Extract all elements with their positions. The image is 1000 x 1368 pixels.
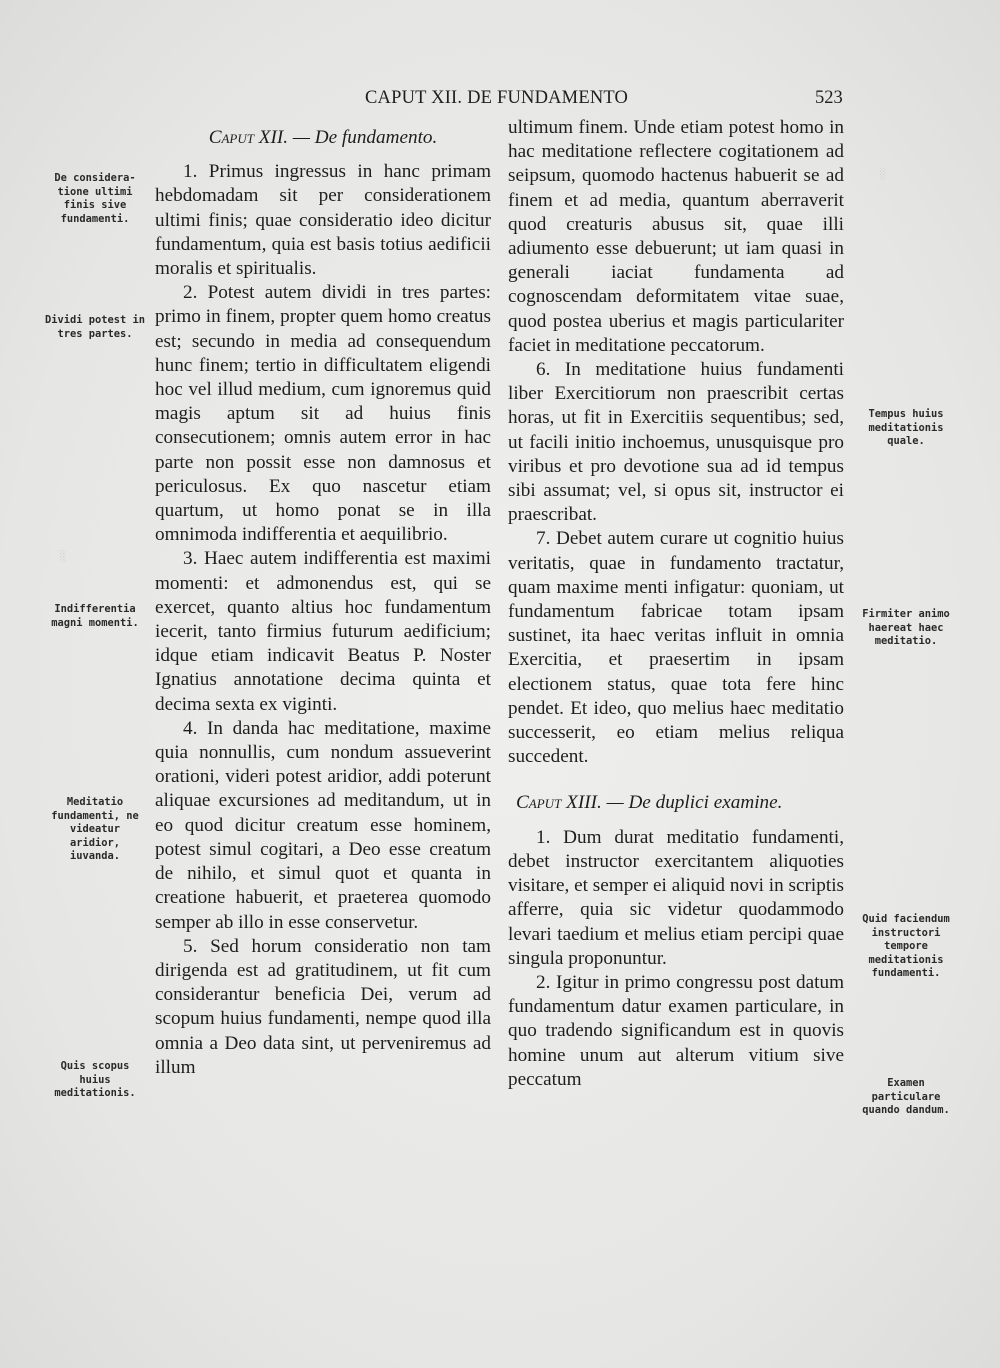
margin-note-left-5: Quis scopus huius meditationis. — [54, 1060, 136, 1099]
paragraph-3: 3. Haec autem indifferentia est maximi momenti: et admonendus est, qui se exercet, quanto altius hoc fundamentum iecerit, tanto firmius futurum aedificium; idque etiam indicavit Beatus P. Noster Ignatius annotatione decima quinta et decima sexta ex viginti. — [155, 548, 491, 715]
margin-note-left-2: Dividi potest in tres partes. — [44, 314, 146, 340]
paragraph-6: 6. In meditatione huius fundamenti liber Exercitiorum non praescribit certas horas, ut fit in Exercitiis sequentibus; sed, ut facili initio inchoemus, unusquisque pro viribus et pro devotione sua ad id tempus sibi assumat; vel, si opus sit, instructor ei praescribat. — [508, 359, 844, 526]
paragraph-1: 1. Primus ingressus in hanc primam hebdomadam sit per considerationem ultimi finis; quae consideratio ideo dicitur fundamentum, quia est basis totius aedificii moralis et spiritualis. — [155, 161, 491, 280]
paragraph-xiii-2: 2. Igitur in primo congressu post datum fundamentum datur examen particulare, in quo tradendo significandum est in quovis homine unum aut alterum vitium sive peccatum — [508, 971, 844, 1090]
chapter-heading-xiii: Caput XIII. — De duplici examine. — [516, 792, 783, 814]
bleed-through-mark: ░ — [880, 169, 887, 180]
bleed-through-mark: ░ — [60, 551, 67, 562]
running-header: CAPUT XII. DE FUNDAMENTO — [365, 88, 629, 108]
margin-note-left-1: De considera-tione ultimi finis sive fundamenti. — [54, 172, 136, 225]
margin-note-left-3: Indifferentia magni momenti. — [51, 603, 139, 629]
margin-note-left-4: Meditatio fundamenti, ne videatur aridior, iuvanda. — [51, 796, 139, 862]
margin-note-right-1: Tempus huius meditationis quale. — [868, 408, 944, 447]
paragraph-5-continuation: ultimum finem. Unde etiam potest homo in hac meditatione reflectere cogitationem ad seipsum, quomodo hactenus habuerit se ad finem et ad media, quantum aberraverit quod creaturis abusus sit, quae illi adiumento esse debuerunt; ut iam quasi in generali iaciat fundamenta ad cognoscendam deformitatem vitae suae, quod postea uberius et magis particulariter faciet in meditatione peccatorum. — [508, 117, 844, 356]
paragraph-5: 5. Sed horum consideratio non tam dirigenda est ad gratitudinem, ut fit cum considerantur beneficia Dei, verum ad scopum huius fundamenti, nempe quod illa omnia a Deo data sint, ut perveniremus ad illum — [155, 935, 491, 1078]
caput-word: Caput — [208, 127, 254, 148]
caput-word: Caput — [516, 792, 562, 814]
right-text-column — [508, 116, 844, 1092]
paragraph-2: 2. Potest autem dividi in tres partes: primo in finem, propter quem homo creatus est; secundo in media ad consequendum hunc finem; tertio in difficultatem eligendi hoc vel illud medium, cum ignoremus quid magis aptum sit ad huius finis consecutionem; omnis autem error in hac parte non possit esse non damnosus et periculosus. Ex quo nascetur etiam quartum, ut homo ponat se in illa omnimoda indifferentia et aequilibrio. — [155, 282, 491, 546]
margin-note-right-2: Firmiter animo haereat haec meditatio. — [862, 608, 950, 647]
margin-note-right-3: Quid faciendum instructori tempore meditationis fundamenti. — [862, 913, 950, 979]
paragraph-xiii-1: 1. Dum durat meditatio fundamenti, debet instructor exercitantem aliquoties visitare, et semper ei aliquid novi in scriptis afferre, quia sic videtur quodammodo levari taedium et melius etiam percipi quae singula proponuntur. — [508, 826, 844, 969]
page-number: 523 — [815, 88, 843, 108]
paragraph-7: 7. Debet autem curare ut cognitio huius veritatis, quae in fundamento tractatur, quam maxime menti infigatur: quoniam, ut fundamentum fabricae totam ipsam sustinet, ita haec veritas influit in omnia Exercitia, et praesertim in ipsam electionem status, quae tota fere hinc pendet. Et ideo, quo melius haec meditatio successerit, eo etiam melius reliqua succedent. — [508, 528, 844, 768]
margin-note-right-4: Examen particulare quando dandum. — [862, 1077, 950, 1116]
paragraph-4: 4. In danda hac meditatione, maxime quia nonnullis, cum nondum assueverint orationi, videri potest aridior, addi poterunt aliquae excursiones ad meditandum, ut in eo quod dicitur creatum esse hominem, potest simul cogitari, a Deo esse creatum de nihilo, et simul quot et quanta in creatione habuerit, et praeterea quomodo semper ab illo in esse conservetur. — [155, 717, 491, 933]
left-text-column — [155, 126, 491, 1080]
chapter-heading-xii: Caput XII. — De fundamento. — [208, 127, 438, 148]
